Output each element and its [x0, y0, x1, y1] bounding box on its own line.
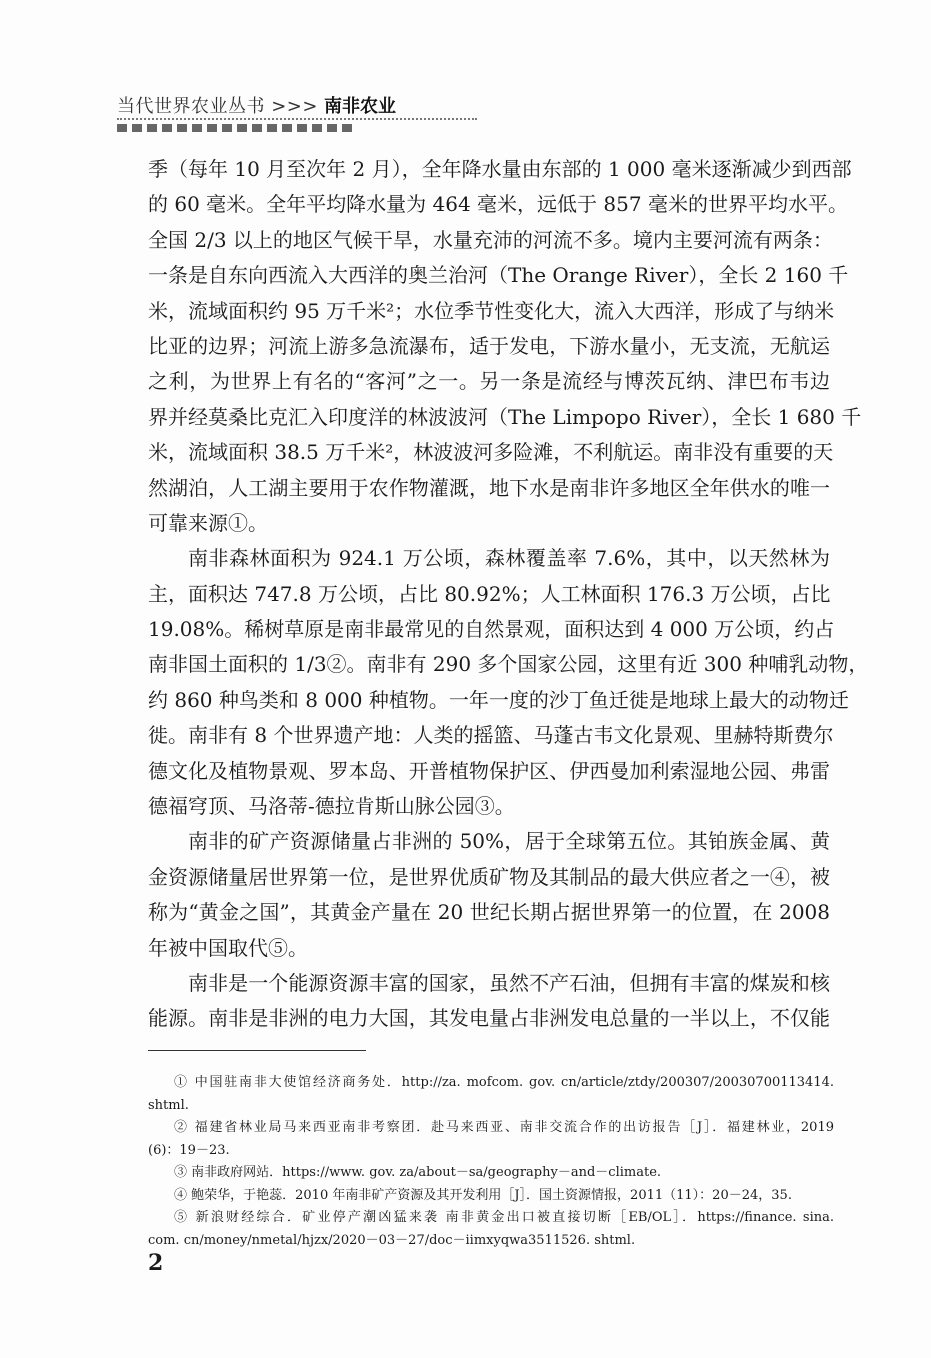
paragraph-line: 一条是自东向西流入大西洋的奥兰治河（The Orange River），全长 2 160 千 — [148, 263, 849, 288]
paragraph-line: 可靠来源①。 — [148, 510, 268, 535]
footnote-line: ④ 鲍荣华，于艳蕊．2010 年南非矿产资源及其开发利用［J］．国土资源情报，2011（11）：20－24，35. — [174, 1187, 792, 1203]
paragraph-line: 界并经莫桑比克汇入印度洋的林波波河（The Limpopo River），全长 1 680 千 — [148, 404, 862, 429]
paragraph-line: 徙。南非有 8 个世界遗产地：人类的摇篮、马蓬古韦文化景观、里赫特斯费尔 — [148, 723, 834, 748]
paragraph-line: 南非国土面积的 1/3②。南非有 290 多个国家公园，这里有近 300 种哺乳动物， — [148, 652, 869, 677]
paragraph-line: 之利，为世界上有名的“客河”之一。另一条是流经与博茨瓦纳、津巴布韦边 — [148, 369, 830, 394]
paragraph-line: 米，流域面积约 95 万千米²；水位季节性变化大，流入大西洋，形成了与纳米 — [148, 298, 835, 323]
paragraph-line: 金资源储量居世界第一位，是世界优质矿物及其制品的最大供应者之一④，被 — [148, 864, 830, 889]
footnote-line: ① 中国驻南非大使馆经济商务处．http://za. mofcom. gov. cn/article/ztdy/200307/20030700113414. — [174, 1075, 834, 1090]
footnote-rule — [148, 1050, 366, 1051]
page-number: 2 — [148, 1250, 164, 1276]
series-title: 当代世界农业丛书 >>> — [117, 96, 318, 117]
body-text — [148, 152, 869, 1037]
paragraph-line: 南非是一个能源资源丰富的国家，虽然不产石油，但拥有丰富的煤炭和核 — [188, 970, 830, 995]
paragraph-line: 全国 2/3 以上的地区气候干旱，水量充沛的河流不多。境内主要河流有两条： — [148, 227, 833, 252]
footnote-line: ③ 南非政府网站．https://www. gov. za/about－sa/geography－and－climate. — [174, 1165, 662, 1180]
paragraph-line: 约 860 种鸟类和 8 000 种植物。一年一度的沙丁鱼迁徙是地球上最大的动物迁 — [148, 687, 849, 712]
paragraph-line: 年被中国取代⑤。 — [148, 935, 308, 960]
footnote-line: com. cn/money/nmetal/hjzx/2020－03－27/doc－iimxyqwa3511526. shtml. — [148, 1232, 636, 1248]
paragraph-line: 德文化及植物景观、罗本岛、开普植物保护区、伊西曼加利索湿地公园、弗雷 — [148, 758, 830, 783]
paragraph-line: 米，流域面积 38.5 万千米²，林波波河多险滩，不利航运。南非没有重要的天 — [148, 440, 834, 465]
paragraph-line: 比亚的边界；河流上游多急流瀑布，适于发电，下游水量小，无支流，无航运 — [148, 333, 830, 358]
paragraph-line: 南非的矿产资源储量占非洲的 50%，居于全球第五位。其铂族金属、黄 — [188, 829, 830, 854]
paragraph-line: 的 60 毫米。全年平均降水量为 464 毫米，远低于 857 毫米的世界平均水平。 — [148, 192, 848, 217]
paragraph-line: 德福穹顶、马洛蒂-德拉肯斯山脉公园③。 — [148, 794, 515, 819]
header-block-decoration — [117, 124, 352, 132]
paragraph-line: 南非森林面积为 924.1 万公顷，森林覆盖率 7.6%，其中，以天然林为 — [188, 546, 830, 571]
paragraph-line: 称为“黄金之国”，其黄金产量在 20 世纪长期占据世界第一的位置，在 2008 — [148, 900, 830, 925]
paragraph-line: 能源。南非是非洲的电力大国，其发电量占非洲发电总量的一半以上，不仅能 — [148, 1006, 830, 1031]
footnote-line: ⑤ 新浪财经综合．矿业停产潮凶猛来袭 南非黄金出口被直接切断［EB/OL］．https://finance. sina. — [174, 1210, 834, 1225]
footnote-line: shtml. — [148, 1097, 189, 1113]
paragraph-line: 然湖泊，人工湖主要用于农作物灌溉，地下水是南非许多地区全年供水的唯一 — [148, 475, 830, 500]
footnote-line: (6)：19－23. — [148, 1142, 230, 1158]
footnote-line: ② 福建省林业局马来西亚南非考察团．赴马来西亚、南非交流合作的出访报告［J］．福建林业，2019 — [174, 1120, 834, 1135]
paragraph-line: 季（每年 10 月至次年 2 月），全年降水量由东部的 1 000 毫米逐渐减少到西部 — [148, 157, 852, 181]
running-header — [117, 92, 396, 118]
book-title: 南非农业 — [323, 96, 396, 117]
paragraph-line: 19.08%。稀树草原是南非最常见的自然景观，面积达到 4 000 万公顷，约占 — [148, 617, 835, 642]
header-dotted-rule — [117, 118, 477, 120]
paragraph-line: 主，面积达 747.8 万公顷，占比 80.92%；人工林面积 176.3 万公顷，占比 — [148, 581, 831, 606]
footnotes — [148, 1072, 834, 1252]
